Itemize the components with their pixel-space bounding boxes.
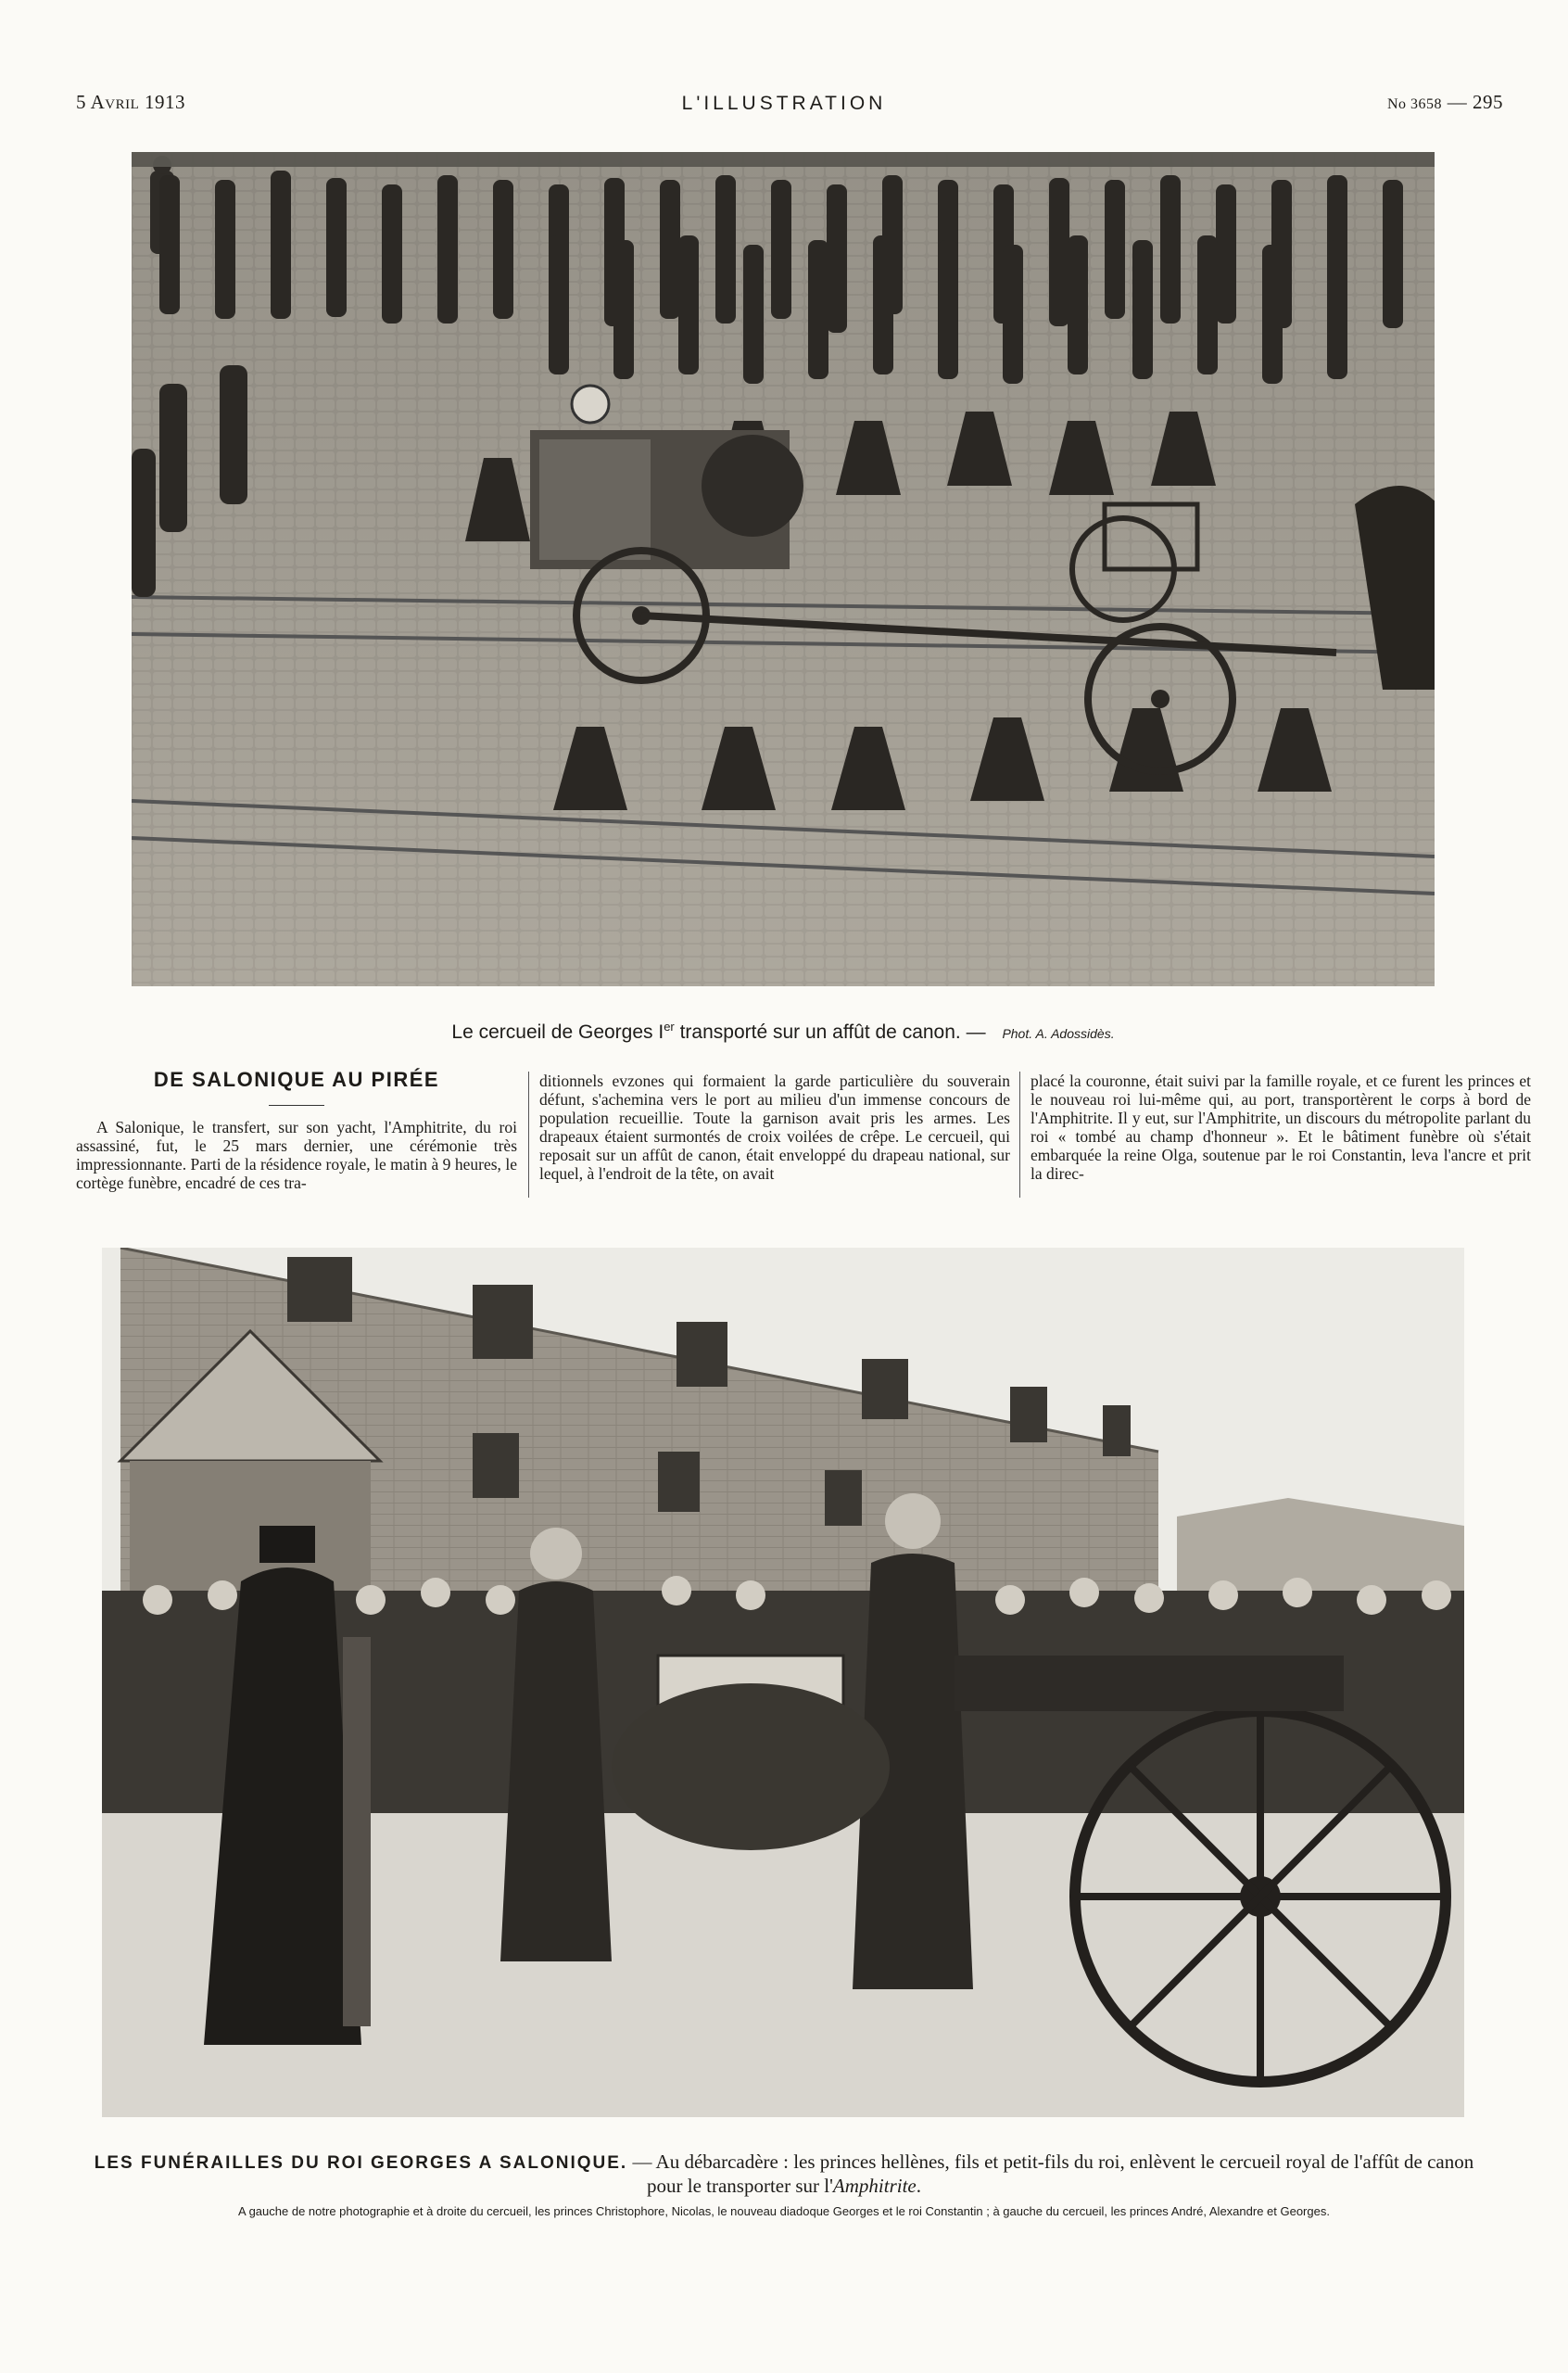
procession-caption-rest: transporté sur un affût de canon. — [674,1022,986,1043]
issue-number: No 3658 [1386,96,1442,112]
ordinal-suffix: er [664,1020,675,1034]
issue-and-page [1387,91,1503,114]
funeral-caption-text: — Au débarcadère : les princes hellènes, fils et petit-fils du roi, enlèvent le cercueil royal de l'affût de canon pour le transporter sur l' [627,2151,1474,2197]
title-rule [269,1105,324,1106]
photo-credit: Phot. A. Adossidès. [1002,1026,1115,1041]
procession-caption-text: Le cercueil de Georges I [451,1022,664,1043]
publication-title: L'ILLUSTRATION [681,93,887,114]
procession-photo [132,152,1435,986]
ship-name: Amphitrite [832,2175,917,2197]
article-title: DE SALONIQUE AU PIRÉE [153,1068,440,1091]
article-column-2: ditionnels evzones qui formaient la garde particulière du souverain défunt, s'achemina vers le port au milieu d'un immense concours de population recueillie. Toute la garnison avait pris les armes. Les drapeaux étaient surmontés de croix voilées de crêpe. Le cercueil, qui reposait sur un affût de canon, était enveloppé du drapeau national, sur lequel, à l'endroit de la tête, on avait [539,1072,1010,1183]
article-column-1: A Salonique, le transfert, sur son yacht, l'Amphitrite, du roi assassiné, fut, le 25 mars dernier, une cérémonie très impressionnante. Parti de la résidence royale, le matin à 9 heures, le cortège funèbre, encadré de ces tra- [76,1118,517,1192]
column-divider [1019,1072,1020,1198]
funeral-caption-title: LES FUNÉRAILLES DU ROI GEORGES A SALONIQUE. [94,2153,628,2173]
article-column-3: placé la couronne, était suivi par la famille royale, et ce furent les princes et le nouveau roi lui-même qui, au port, transportèrent le corps à bord de l'Amphitrite. Il y eut, sur l'Amphitrite, un discours du métropolite parlant du roi « tombé au champ d'honneur ». Et le bâtiment funèbre où s'était embarquée la reine Olga, soutenue par le roi Constantin, leva l'ancre et prit la direc- [1031,1072,1531,1183]
funeral-caption-detail: A gauche de notre photographie et à droite du cercueil, les princes Christophore, Nicolas, le nouveau diadoque Georges et le roi Constantin ; à gauche du cercueil, les princes André, Alexandre et Georges. [238,2204,1330,2218]
column-divider [528,1072,529,1198]
funeral-caption-end: . [916,2175,921,2197]
funeral-caption [83,2151,1485,2198]
funeral-photo [102,1248,1464,2117]
procession-caption [132,1020,1435,1044]
page-number: — 295 [1447,91,1503,113]
issue-date: 5 Avril 1913 [76,91,186,113]
